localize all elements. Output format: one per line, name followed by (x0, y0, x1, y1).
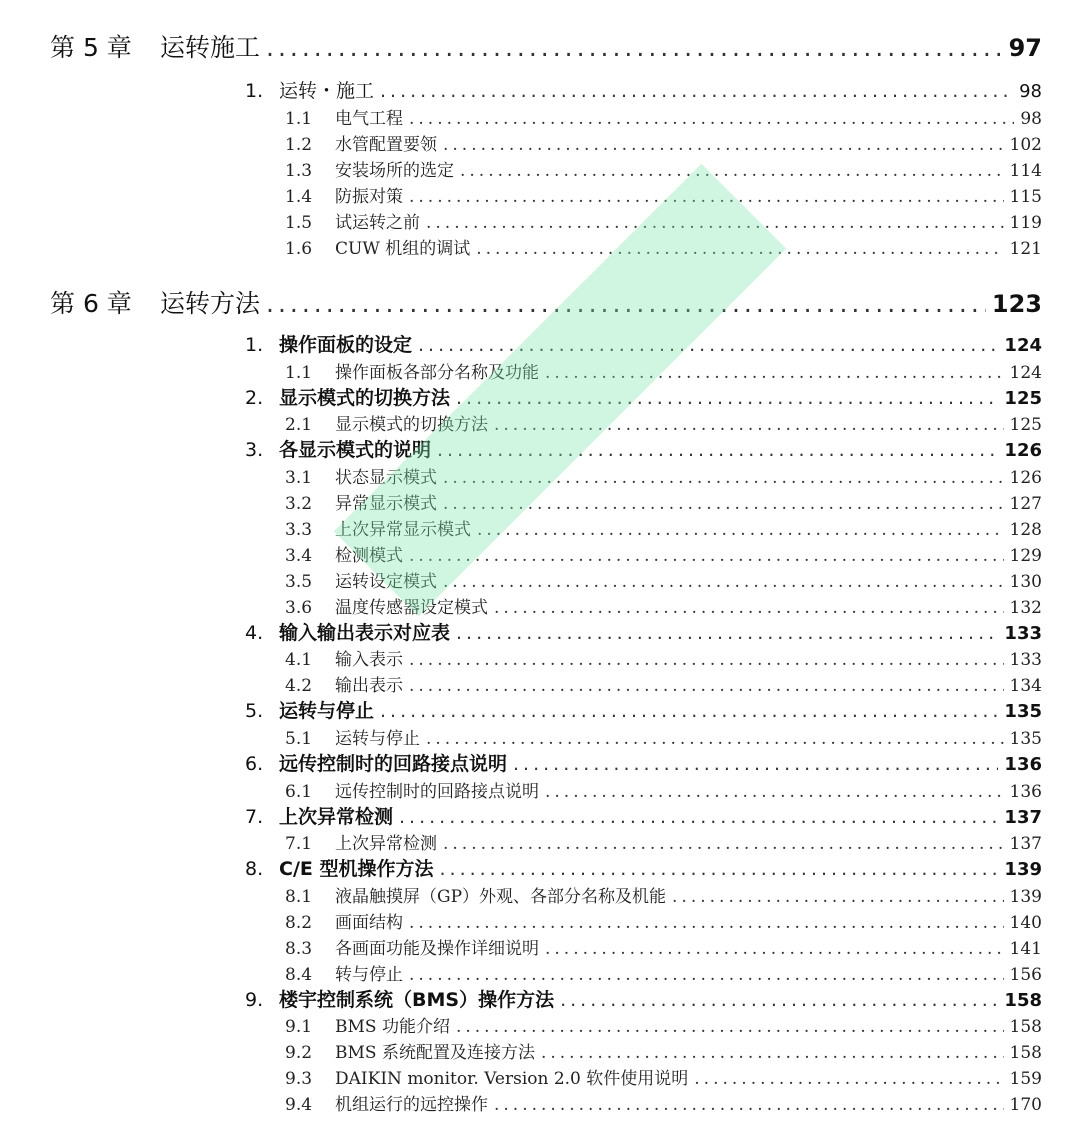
entry-page-number: 126 (1004, 440, 1042, 462)
chapter-entry[interactable] (50, 284, 1042, 320)
entry-title: 楼宇控制系统（BMS）操作方法 (279, 988, 555, 1011)
leader-dots (694, 1069, 1003, 1089)
subsection-entry[interactable] (285, 234, 1042, 260)
entry-title: 远传控制时的回路接点说明 (279, 753, 508, 775)
subsection-entry[interactable] (285, 1038, 1042, 1064)
entry-page-number: 139 (1004, 859, 1042, 881)
entry-page-number: 124 (1009, 362, 1042, 383)
leader-dots (443, 468, 1004, 488)
entry-title: DAIKIN monitor. Version 2.0 软件使用说明 (335, 1069, 689, 1090)
entry-title: 输出表示 (335, 676, 403, 697)
subsection-entry[interactable] (285, 777, 1042, 803)
entry-page-number: 125 (1004, 387, 1042, 409)
entry-title: 温度传感器设定模式 (335, 597, 488, 618)
leader-dots (409, 676, 1004, 696)
section-entry[interactable] (245, 985, 1042, 1011)
leader-dots (545, 782, 1004, 802)
leader-dots (409, 109, 1014, 129)
entry-page-number: 125 (1009, 415, 1042, 436)
entry-page-number: 159 (1009, 1069, 1042, 1090)
section-entry[interactable] (245, 435, 1042, 461)
entry-page-number: 124 (1004, 335, 1042, 356)
entry-number: 3.3 (285, 519, 313, 540)
leader-dots (266, 33, 1003, 62)
entry-page-number: 158 (1009, 1043, 1042, 1064)
subsection-entry[interactable] (285, 567, 1042, 593)
entry-number: 1.6 (285, 238, 313, 259)
entry-page-number: 135 (1009, 729, 1042, 749)
entry-number: 9. (245, 988, 264, 1011)
subsection-entry[interactable] (285, 208, 1042, 234)
entry-page-number: 137 (1009, 834, 1042, 855)
entry-number: 第 6 章 (50, 289, 132, 318)
entry-title: 各显示模式的说明 (279, 439, 432, 462)
leader-dots (439, 858, 998, 880)
entry-page-number: 129 (1009, 545, 1042, 566)
entry-page-number: 126 (1009, 467, 1042, 488)
leader-dots (409, 650, 1004, 670)
entry-page-number: 141 (1009, 938, 1042, 959)
entry-page-number: 156 (1009, 964, 1042, 985)
section-entry[interactable] (245, 749, 1042, 775)
entry-number: 8.3 (285, 938, 313, 959)
leader-dots (494, 1095, 1004, 1115)
entry-title: 运转方法 (160, 289, 261, 318)
entry-title: 运转・施工 (279, 80, 375, 102)
entry-page-number: 98 (1019, 81, 1042, 102)
leader-dots (456, 1017, 1004, 1037)
entry-page-number: 132 (1009, 597, 1042, 618)
subsection-entry[interactable] (285, 515, 1042, 541)
entry-title: 运转设定模式 (335, 571, 437, 592)
entry-number: 1.1 (285, 108, 313, 129)
entry-title: 上次异常检测 (335, 834, 437, 855)
entry-page-number: 136 (1004, 754, 1042, 775)
entry-title: 异常显示模式 (335, 493, 437, 514)
entry-page-number: 97 (1008, 34, 1042, 62)
leader-dots (409, 187, 1004, 207)
entry-title: BMS 功能介绍 (335, 1017, 450, 1038)
entry-number: 1. (245, 80, 264, 102)
leader-dots (443, 494, 1004, 514)
subsection-entry[interactable] (285, 104, 1042, 130)
chapter-entry[interactable] (50, 28, 1042, 64)
entry-number: 9.4 (285, 1095, 313, 1116)
leader-dots (380, 80, 1013, 102)
section-entry[interactable] (245, 330, 1042, 356)
entry-number: 2. (245, 386, 264, 409)
subsection-entry[interactable] (285, 156, 1042, 182)
subsection-entry[interactable] (285, 593, 1042, 619)
entry-number: 9.2 (285, 1043, 313, 1064)
leader-dots (456, 387, 998, 409)
leader-dots (477, 520, 1004, 540)
subsection-entry[interactable] (285, 463, 1042, 489)
entry-title: C/E 型机操作方法 (279, 858, 434, 881)
entry-number: 3.4 (285, 545, 313, 566)
leader-dots (380, 700, 998, 722)
leader-dots (426, 213, 1004, 233)
section-entry[interactable] (245, 696, 1042, 722)
entry-number: 5. (245, 700, 264, 723)
entry-number: 8.1 (285, 886, 313, 907)
leader-dots (513, 753, 998, 775)
entry-page-number: 102 (1009, 134, 1042, 155)
entry-page-number: 133 (1009, 650, 1042, 671)
entry-title: 试运转之前 (335, 212, 420, 233)
entry-number: 7. (245, 805, 264, 828)
leader-dots (541, 1043, 1004, 1063)
leader-dots (672, 887, 1004, 907)
leader-dots (426, 729, 1004, 749)
entry-title: 输入表示 (335, 650, 403, 671)
leader-dots (409, 913, 1004, 933)
leader-dots (460, 161, 1004, 181)
subsection-entry[interactable] (285, 182, 1042, 208)
entry-page-number: 121 (1009, 238, 1042, 259)
entry-number: 2.1 (285, 415, 313, 436)
entry-page-number: 123 (991, 290, 1042, 318)
subsection-entry[interactable] (285, 882, 1042, 908)
leader-dots (409, 546, 1004, 566)
entry-title: 操作面板各部分名称及功能 (335, 362, 539, 383)
entry-number: 4. (245, 621, 264, 644)
entry-page-number: 135 (1004, 701, 1042, 723)
entry-number: 4.2 (285, 676, 313, 697)
entry-title: 显示模式的切换方法 (335, 415, 488, 436)
leader-dots (545, 939, 1004, 959)
leader-dots (266, 289, 986, 318)
entry-number: 1.4 (285, 186, 313, 207)
entry-title: 机组运行的远控操作 (335, 1095, 488, 1116)
entry-page-number: 134 (1009, 676, 1042, 697)
entry-title: 运转与停止 (279, 700, 375, 723)
entry-title: 状态显示模式 (335, 467, 437, 488)
entry-number: 第 5 章 (50, 33, 132, 62)
entry-number: 6. (245, 753, 264, 775)
entry-page-number: 158 (1009, 1017, 1042, 1038)
entry-title: CUW 机组的调试 (335, 238, 471, 259)
entry-number: 3.2 (285, 493, 313, 514)
leader-dots (437, 439, 998, 461)
subsection-entry[interactable] (285, 358, 1042, 384)
entry-number: 7.1 (285, 834, 313, 855)
leader-dots (494, 598, 1004, 618)
entry-number: 3.5 (285, 571, 313, 592)
entry-number: 8.2 (285, 912, 313, 933)
section-entry[interactable] (245, 76, 1042, 102)
entry-number: 1.5 (285, 212, 313, 233)
section-entry[interactable] (245, 802, 1042, 828)
entry-title: 运转施工 (160, 33, 261, 62)
subsection-entry[interactable] (285, 934, 1042, 960)
entry-number: 6.1 (285, 781, 313, 802)
entry-number: 8.4 (285, 964, 313, 985)
entry-title: 水管配置要领 (335, 134, 437, 155)
entry-number: 1.1 (285, 362, 313, 383)
entry-title: 运转与停止 (335, 729, 420, 749)
entry-title: 转与停止 (335, 964, 403, 985)
entry-title: BMS 系统配置及连接方法 (335, 1043, 535, 1064)
section-entry[interactable] (245, 854, 1042, 880)
entry-number: 1. (245, 334, 264, 356)
leader-dots (494, 415, 1004, 435)
entry-title: 电气工程 (335, 108, 403, 129)
subsection-entry[interactable] (285, 410, 1042, 436)
section-entry[interactable] (245, 618, 1042, 644)
entry-page-number: 128 (1009, 519, 1042, 540)
entry-title: 输入输出表示对应表 (279, 621, 451, 644)
entry-title: 显示模式的切换方法 (279, 386, 451, 409)
leader-dots (443, 834, 1004, 854)
subsection-entry[interactable] (285, 130, 1042, 156)
entry-title: 防振对策 (335, 186, 403, 207)
entry-title: 安装场所的选定 (335, 160, 454, 181)
entry-number: 8. (245, 858, 264, 881)
subsection-entry[interactable] (285, 489, 1042, 515)
entry-page-number: 140 (1009, 912, 1042, 933)
entry-page-number: 133 (1004, 622, 1042, 644)
entry-number: 1.2 (285, 134, 313, 155)
subsection-entry[interactable] (285, 724, 1042, 750)
entry-page-number: 136 (1009, 781, 1042, 802)
entry-title: 画面结构 (335, 912, 403, 933)
entry-title: 上次异常显示模式 (335, 519, 471, 540)
subsection-entry[interactable] (285, 541, 1042, 567)
entry-title: 检测模式 (335, 545, 403, 566)
leader-dots (560, 989, 998, 1011)
subsection-entry[interactable] (285, 1064, 1042, 1090)
entry-page-number: 130 (1009, 571, 1042, 592)
entry-number: 9.1 (285, 1017, 313, 1038)
entry-number: 3. (245, 439, 264, 462)
subsection-entry[interactable] (285, 1012, 1042, 1038)
entry-page-number: 170 (1009, 1095, 1042, 1116)
entry-page-number: 98 (1020, 108, 1042, 129)
leader-dots (443, 135, 1004, 155)
entry-title: 各画面功能及操作详细说明 (335, 938, 539, 959)
subsection-entry[interactable] (285, 829, 1042, 855)
entry-title: 远传控制时的回路接点说明 (335, 781, 539, 802)
entry-number: 9.3 (285, 1069, 313, 1090)
subsection-entry[interactable] (285, 645, 1042, 671)
entry-number: 1.3 (285, 160, 313, 181)
entry-page-number: 137 (1004, 806, 1042, 828)
leader-dots (418, 334, 998, 356)
leader-dots (545, 363, 1004, 383)
entry-number: 3.6 (285, 597, 313, 618)
entry-title: 操作面板的设定 (279, 334, 413, 356)
entry-number: 4.1 (285, 650, 313, 671)
leader-dots (476, 239, 1003, 259)
leader-dots (409, 965, 1004, 985)
subsection-entry[interactable] (285, 671, 1042, 697)
entry-page-number: 115 (1009, 186, 1042, 207)
subsection-entry[interactable] (285, 960, 1042, 986)
entry-title: 上次异常检测 (279, 805, 394, 828)
entry-page-number: 114 (1009, 160, 1042, 181)
subsection-entry[interactable] (285, 908, 1042, 934)
entry-page-number: 158 (1004, 989, 1042, 1011)
entry-number: 3.1 (285, 467, 313, 488)
leader-dots (443, 572, 1004, 592)
entry-page-number: 127 (1009, 493, 1042, 514)
leader-dots (399, 806, 998, 828)
leader-dots (456, 622, 998, 644)
subsection-entry[interactable] (285, 1090, 1042, 1116)
entry-title: 液晶触摸屏（GP）外观、各部分名称及机能 (335, 886, 667, 907)
section-entry[interactable] (245, 383, 1042, 409)
entry-page-number: 119 (1009, 212, 1042, 233)
entry-page-number: 139 (1009, 886, 1042, 907)
entry-number: 5.1 (285, 729, 313, 749)
